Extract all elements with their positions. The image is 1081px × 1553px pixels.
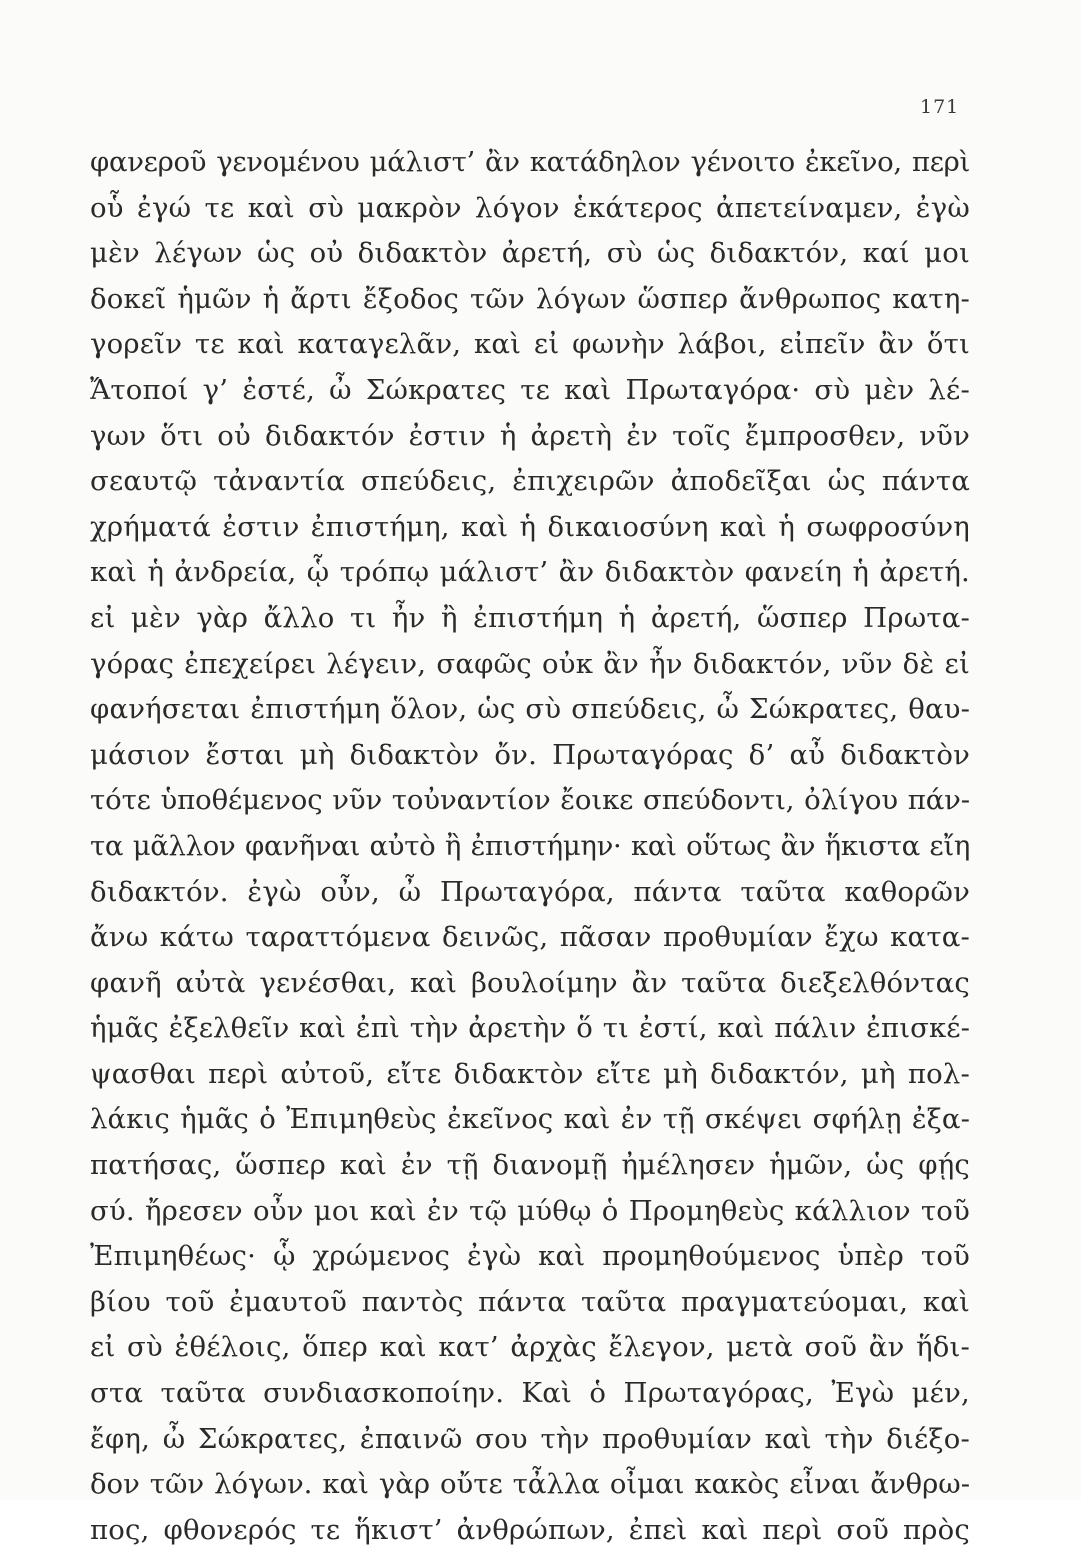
page-number: 171 <box>920 96 960 118</box>
text-line: βίου τοῦ ἐμαυτοῦ παντὸς πάντα ταῦτα πραγματεύομαι, καὶ <box>90 1285 970 1318</box>
text-line: στα ταῦτα συνδιασκοποίην. Καὶ ὁ Πρωταγόρας, Ἐγὼ μέν, <box>90 1377 970 1410</box>
text-line: γορεῖν τε καὶ καταγελᾶν, καὶ εἰ φωνὴν λάβοι, εἰπεῖν ἂν ὅτι <box>90 328 970 361</box>
text-line: δον τῶν λόγων. καὶ γὰρ οὔτε τἆλλα οἶμαι κακὸς εἶναι ἄνθρω- <box>90 1468 970 1501</box>
text-line: διδακτόν. ἐγὼ οὖν, ὦ Πρωταγόρα, πάντα ταῦτα καθορῶν <box>90 875 970 908</box>
text-line: δοκεῖ ἡμῶν ἡ ἄρτι ἔξοδος τῶν λόγων ὥσπερ ἄνθρωπος κατη- <box>90 282 970 315</box>
text-line: γόρας ἐπεχείρει λέγειν, σαφῶς οὐκ ἂν ἦν διδακτόν, νῦν δὲ εἰ <box>90 647 970 680</box>
text-line: πος, φθονερός τε ἥκιστ’ ἀνθρώπων, ἐπεὶ καὶ περὶ σοῦ πρὸς <box>90 1513 970 1546</box>
text-line: φανεροῦ γενομένου μάλιστ’ ἂν κατάδηλον γένοιτο ἐκεῖνο, περὶ <box>90 146 970 178</box>
text-line: μὲν λέγων ὡς οὐ διδακτὸν ἀρετή, σὺ ὡς διδακτόν, καί μοι <box>90 237 970 270</box>
text-block <box>90 140 970 1553</box>
text-line: πατήσας, ὥσπερ καὶ ἐν τῇ διανομῇ ἠμέλησεν ἡμῶν, ὡς φῄς <box>90 1149 970 1182</box>
text-line: λάκις ἡμᾶς ὁ Ἐπιμηθεὺς ἐκεῖνος καὶ ἐν τῇ σκέψει σφήλῃ ἐξα- <box>90 1103 970 1136</box>
text-line: τότε ὑποθέμενος νῦν τοὐναντίον ἔοικε σπεύδοντι, ὀλίγου πάν- <box>90 784 970 817</box>
text-line: ἡμᾶς ἐξελθεῖν καὶ ἐπὶ τὴν ἀρετὴν ὅ τι ἐστί, καὶ πάλιν ἐπισκέ- <box>90 1012 970 1045</box>
text-line: εἰ μὲν γὰρ ἄλλο τι ἦν ἢ ἐπιστήμη ἡ ἀρετή, ὥσπερ Πρωτα- <box>90 601 970 634</box>
text-line: γων ὅτι οὐ διδακτόν ἐστιν ἡ ἀρετὴ ἐν τοῖς ἔμπροσθεν, νῦν <box>90 419 970 452</box>
text-line: σύ. ἤρεσεν οὖν μοι καὶ ἐν τῷ μύθῳ ὁ Προμηθεὺς κάλλιον τοῦ <box>90 1194 970 1227</box>
text-line: Ἐπιμηθέως· ᾧ χρώμενος ἐγὼ καὶ προμηθούμενος ὑπὲρ τοῦ <box>90 1240 970 1273</box>
text-line: μάσιον ἔσται μὴ διδακτὸν ὄν. Πρωταγόρας δ’ αὖ διδακτὸν <box>90 738 970 771</box>
text-line: χρήματά ἐστιν ἐπιστήμη, καὶ ἡ δικαιοσύνη καὶ ἡ σωφροσύνη <box>90 510 970 543</box>
text-line: φανῆ αὐτὰ γενέσθαι, καὶ βουλοίμην ἂν ταῦτα διεξελθόντας <box>90 966 970 999</box>
text-line: Ἄτοποί γ’ ἐστέ, ὦ Σώκρατες τε καὶ Πρωταγόρα· σὺ μὲν λέ- <box>90 373 970 406</box>
text-line: οὗ ἐγώ τε καὶ σὺ μακρὸν λόγον ἑκάτερος ἀπετείναμεν, ἐγὼ <box>90 191 970 224</box>
text-line: τα μᾶλλον φανῆναι αὐτὸ ἢ ἐπιστήμην· καὶ οὕτως ἂν ἥκιστα εἴη <box>90 829 970 862</box>
text-line: φανήσεται ἐπιστήμη ὅλον, ὡς σὺ σπεύδεις, ὦ Σώκρατες, θαυ- <box>90 693 971 726</box>
text-line: σεαυτῷ τἀναντία σπεύδεις, ἐπιχειρῶν ἀποδεῖξαι ὡς πάντα <box>90 465 970 498</box>
text-line: ἔφη, ὦ Σώκρατες, ἐπαινῶ σου τὴν προθυμίαν καὶ τὴν διέξο- <box>90 1422 970 1455</box>
text-line: εἰ σὺ ἐθέλοις, ὅπερ καὶ κατ’ ἀρχὰς ἔλεγον, μετὰ σοῦ ἂν ἥδι- <box>90 1331 970 1364</box>
text-line: καὶ ἡ ἀνδρεία, ᾧ τρόπῳ μάλιστ’ ἂν διδακτὸν φανείη ἡ ἀρετή. <box>90 556 970 589</box>
text-line: ἄνω κάτω ταραττόμενα δεινῶς, πᾶσαν προθυμίαν ἔχω κατα- <box>90 921 970 954</box>
text-line: ψασθαι περὶ αὐτοῦ, εἴτε διδακτὸν εἴτε μὴ διδακτόν, μὴ πολ- <box>90 1057 970 1090</box>
